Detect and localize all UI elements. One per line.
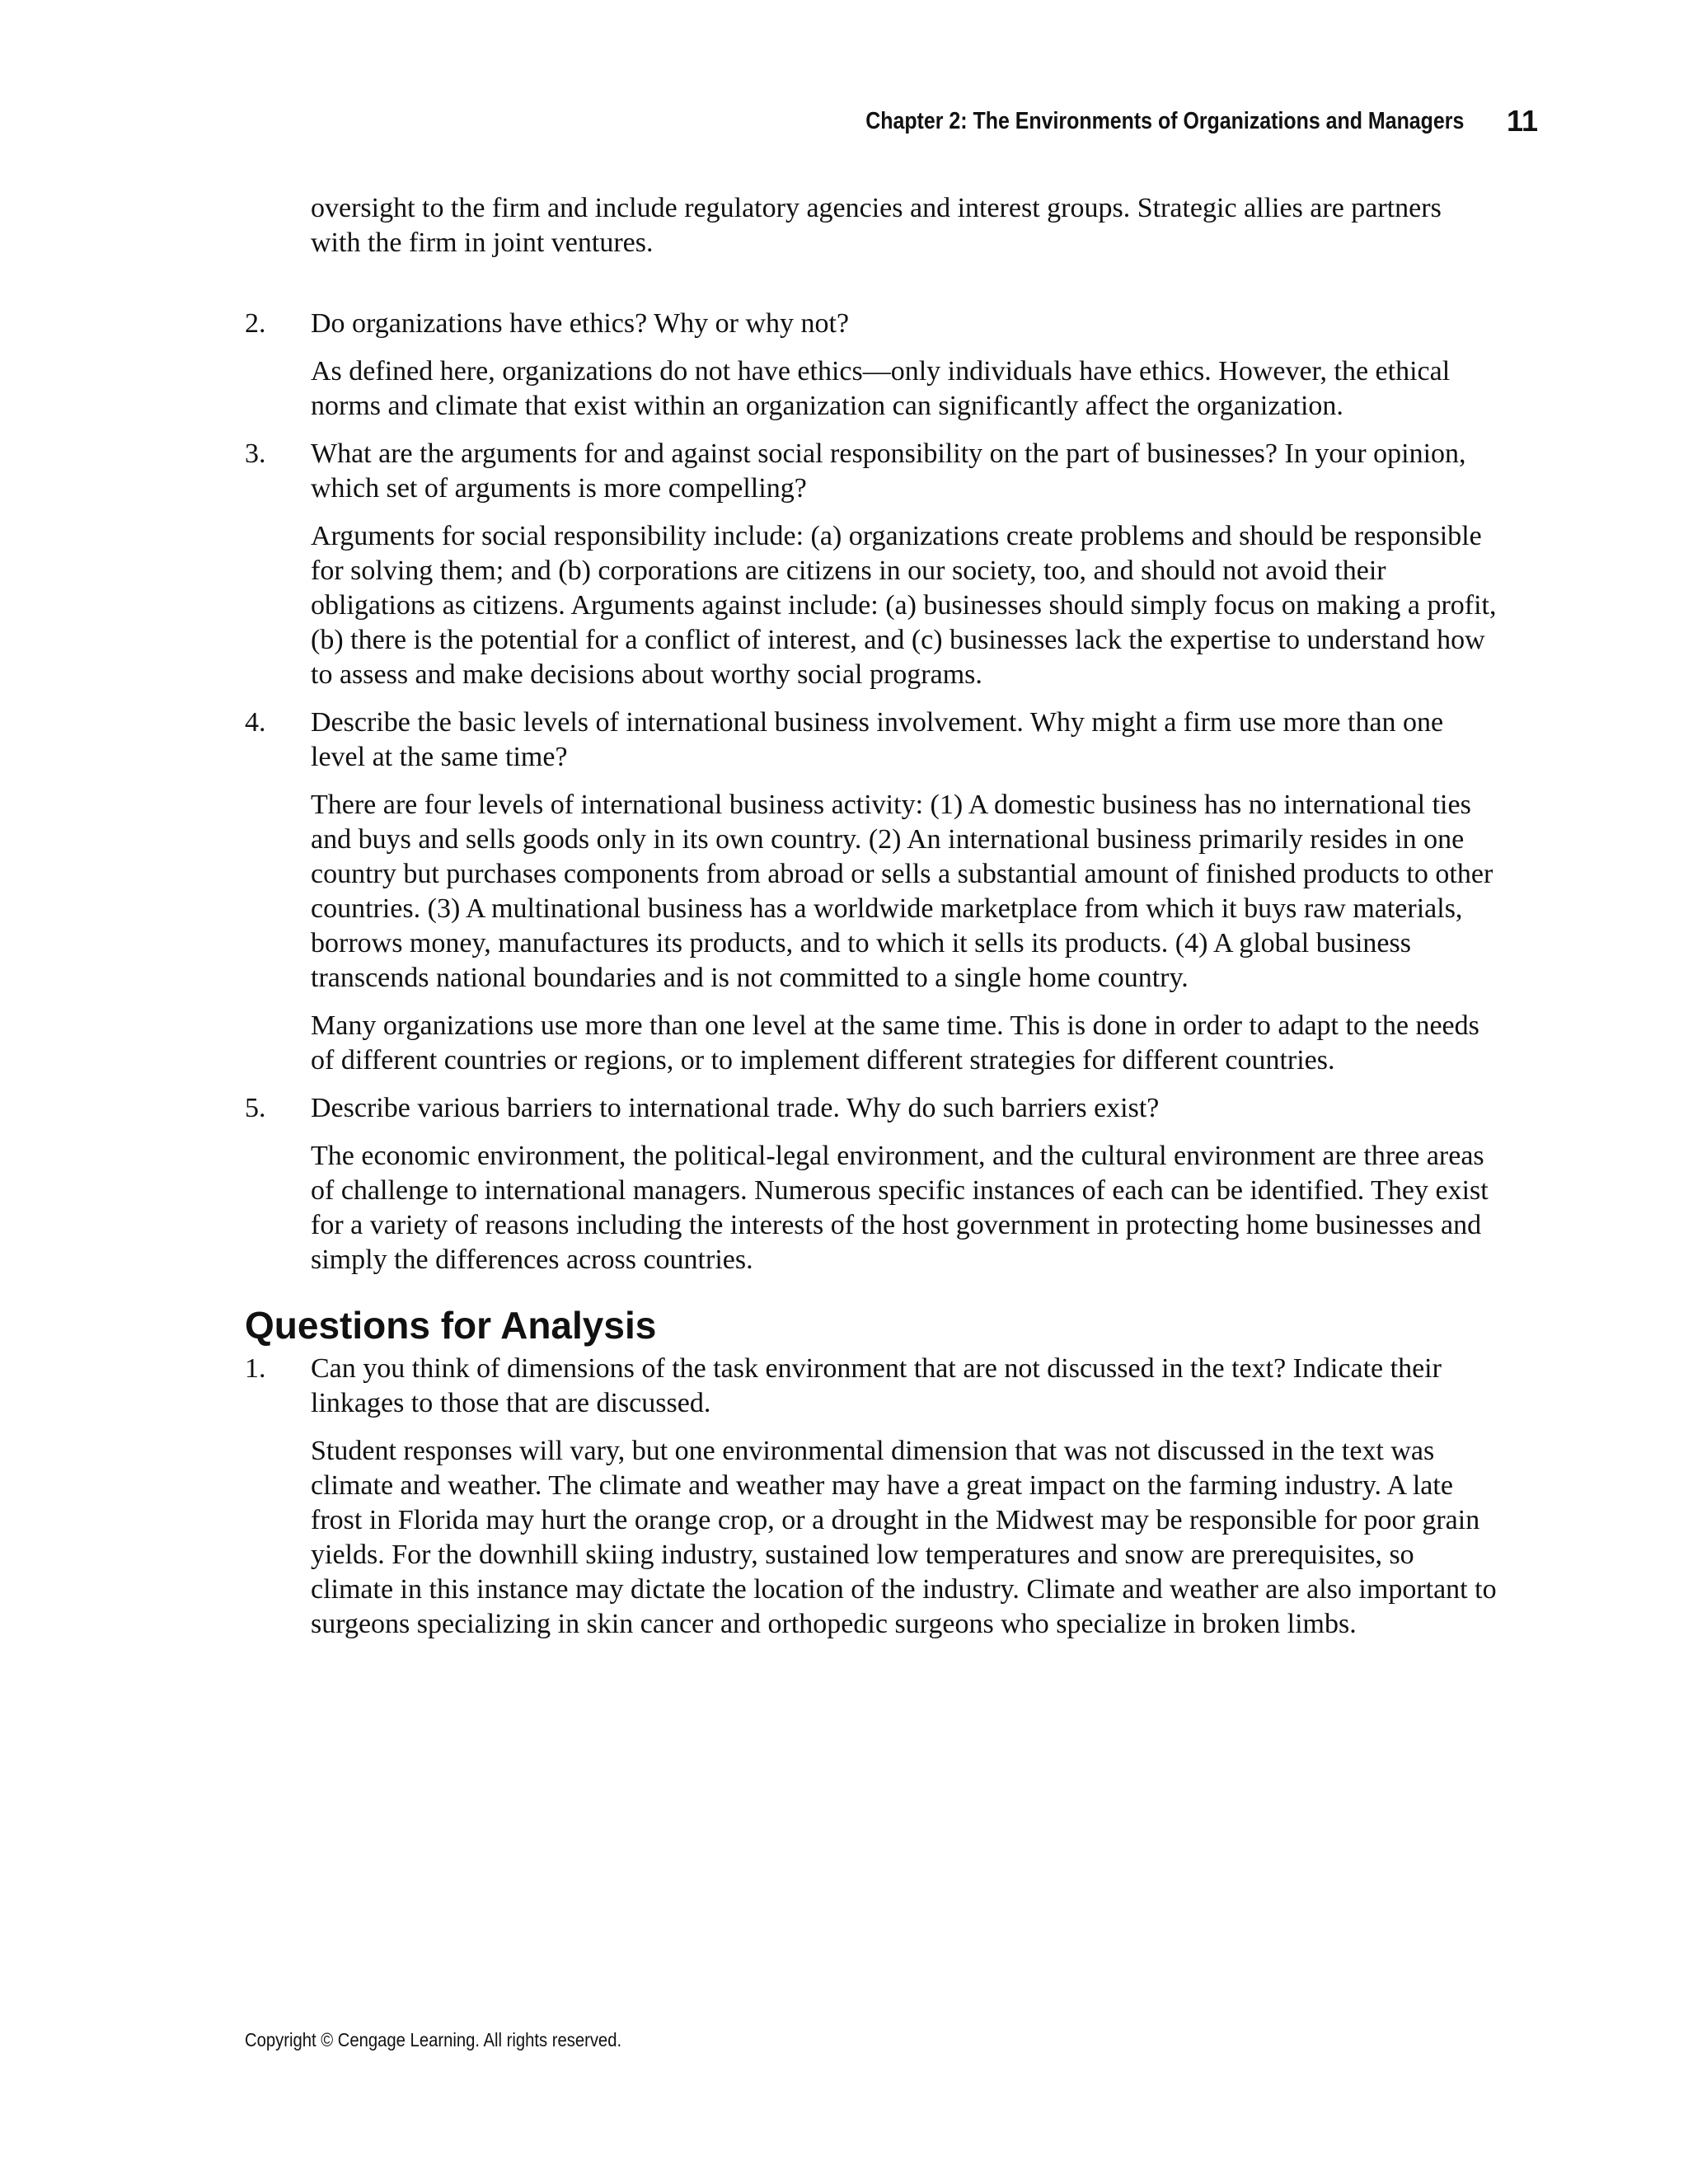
copyright-footer: Copyright © Cengage Learning. All rights reserved. <box>245 2029 622 2050</box>
question-number: 4. <box>245 707 266 738</box>
question-text: Do organizations have ethics? Why or why not? <box>311 308 850 339</box>
question-number: 3. <box>245 438 266 469</box>
question-number: 5. <box>245 1093 266 1123</box>
section-heading: Questions for Analysis <box>245 1304 657 1347</box>
analysis-question-item-1 <box>245 1352 1498 1421</box>
question-item-5 <box>245 1091 1498 1126</box>
page-number: 11 <box>1506 104 1538 138</box>
question-number: 1. <box>245 1353 266 1384</box>
answer-paragraph: Student responses will vary, but one environmental dimension that was not discussed in the text was climate and weather. The climate and weather may have a great impact on the farming industry. A late frost in Florida may hurt the orange crop, or a drought in the Midwest may be responsible for poor grain yields. For the downhill skiing industry, sustained low temperatures and snow are prerequisites, so climate in this instance may dictate the location of the industry. Climate and weather are also important to surgeons specializing in skin cancer and orthopedic surgeons who specialize in broken limbs. <box>311 1436 1497 1639</box>
answer-paragraph: The economic environment, the political-legal environment, and the cultural environment are three areas of challenge to international managers. Numerous specific instances of each can be identified. They exist for a variety of reasons including the interests of the host government in protecting home businesses and simply the differences across countries. <box>311 1141 1489 1275</box>
question-number: 2. <box>245 308 266 339</box>
running-header <box>768 101 1538 142</box>
question-item-2 <box>245 307 1498 341</box>
chapter-title: Chapter 2: The Environments of Organizations and Managers <box>865 107 1464 134</box>
answer-paragraph: Arguments for social responsibility include: (a) organizations create problems and should be responsible for solving them; and (b) corporations are citizens in our society, too, and should not avoid their obligations as citizens. Arguments against include: (a) businesses should simply focus on making a profit, (b) there is the potential for a conflict of interest, and (c) businesses lack the expertise to understand how to assess and make decisions about worthy social programs. <box>311 521 1497 690</box>
question-text: Can you think of dimensions of the task environment that are not discussed in the text? Indicate their linkages to those that are discussed. <box>311 1353 1442 1418</box>
answer-paragraph: There are four levels of international business activity: (1) A domestic business has no international ties and buys and sells goods only in its own country. (2) An international business primarily resides in one country but purchases components from abroad or sells a substantial amount of finished products to other countries. (3) A multinational business has a worldwide marketplace from which it buys raw materials, borrows money, manufactures its products, and to which it sells its products. (4) A global business transcends national boundaries and is not committed to a single home country. <box>311 790 1493 993</box>
answer-paragraph: As defined here, organizations do not have ethics—only individuals have ethics. However, the ethical norms and climate that exist within an organization can significantly affect the organization. <box>311 356 1451 421</box>
question-text: Describe the basic levels of international business involvement. Why might a firm use more than one level at the same time? <box>311 707 1444 772</box>
question-item-4 <box>245 705 1498 775</box>
page-body <box>245 191 1498 1642</box>
question-item-3 <box>245 437 1498 506</box>
answer-paragraph: Many organizations use more than one level at the same time. This is done in order to adapt to the needs of different countries or regions, or to implement different strategies for different countries. <box>311 1010 1479 1076</box>
question-text: What are the arguments for and against social responsibility on the part of businesses? In your opinion, which set of arguments is more compelling? <box>311 438 1466 504</box>
question-text: Describe various barriers to international trade. Why do such barriers exist? <box>311 1093 1160 1123</box>
continuation-paragraph: oversight to the firm and include regulatory agencies and interest groups. Strategic allies are partners with the firm in joint ventures. <box>311 193 1442 258</box>
